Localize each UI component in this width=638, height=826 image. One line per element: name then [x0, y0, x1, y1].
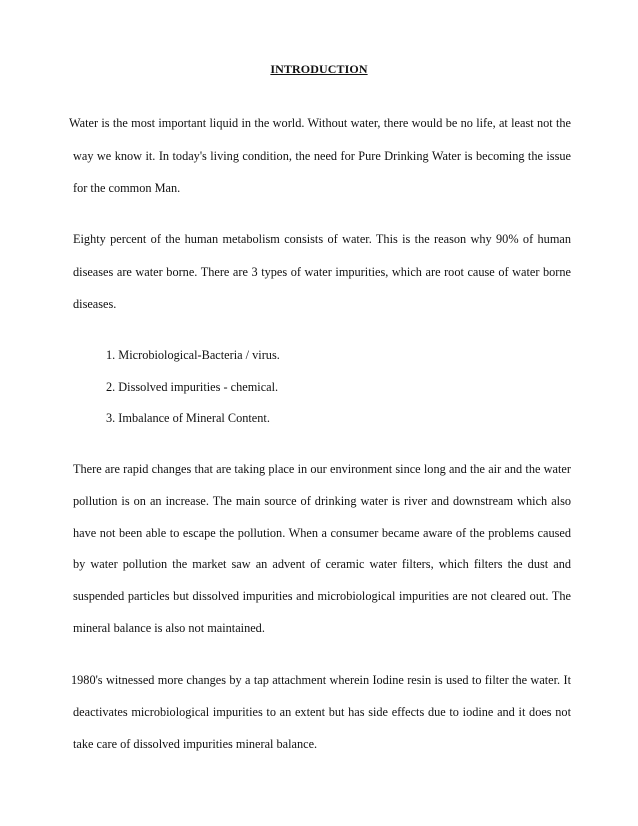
paragraph-3-line-4: by water pollution the market saw an advent of ceramic water filters, which filters the dust and [73, 557, 571, 571]
paragraph-1-line-3: for the common Man. [73, 181, 181, 195]
paragraph-3-line-5: suspended particles but dissolved impurities and microbiological impurities are not cleared out. The [73, 589, 571, 603]
paragraph-3-line-6: mineral balance is also not maintained. [73, 621, 265, 635]
paragraph-4-line-2: deactivates microbiological impurities to an extent but has side effects due to iodine and it does not [73, 705, 571, 719]
list-item-1: 1. Microbiological-Bacteria / virus. [106, 348, 280, 362]
paragraph-1-line-2: way we know it. In today's living condition, the need for Pure Drinking Water is becoming the issue [73, 149, 571, 163]
paragraph-2-line-1: Eighty percent of the human metabolism consists of water. This is the reason why 90% of human [73, 232, 571, 246]
page-title: INTRODUCTION [270, 62, 368, 76]
paragraph-3-line-1: There are rapid changes that are taking place in our environment since long and the air and the water [73, 462, 571, 476]
paragraph-4-line-3: take care of dissolved impurities mineral balance. [73, 737, 318, 751]
paragraph-3-line-2: pollution is on an increase. The main source of drinking water is river and downstream which also [73, 494, 571, 508]
list-item-2: 2. Dissolved impurities - chemical. [106, 380, 279, 394]
list-item-3: 3. Imbalance of Mineral Content. [106, 411, 270, 425]
paragraph-2-line-3: diseases. [73, 297, 117, 311]
paragraph-1-line-1: Water is the most important liquid in the world. Without water, there would be no life, at least not the [69, 116, 571, 130]
paragraph-3-line-3: have not been able to escape the pollution. When a consumer became aware of the problems caused [73, 526, 571, 540]
paragraph-2-line-2: diseases are water borne. There are 3 types of water impurities, which are root cause of water borne [73, 265, 571, 279]
paragraph-4-line-1: 1980's witnessed more changes by a tap attachment wherein Iodine resin is used to filter the water. It [71, 673, 571, 687]
